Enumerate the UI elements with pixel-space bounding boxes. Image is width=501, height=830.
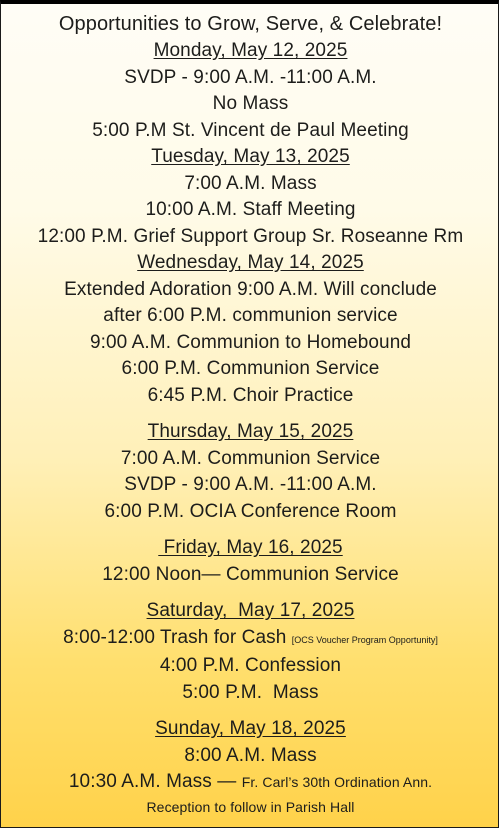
day-heading-friday: Friday, May 16, 2025	[158, 537, 343, 558]
tuesday-item: 10:00 A.M. Staff Meeting	[145, 199, 356, 220]
wednesday-item: 6:00 P.M. Communion Service	[121, 358, 380, 379]
thursday-item: 6:00 P.M. OCIA Conference Room	[104, 500, 397, 522]
sunday-mass-text: 10:30 A.M. Mass —	[68, 771, 242, 792]
reception-note: Reception to follow in Parish Hall	[146, 798, 355, 815]
day-heading-monday: Monday, May 12, 2025	[153, 40, 348, 61]
voucher-note: [OCS Voucher Program Opportunity]	[291, 634, 438, 645]
schedule-content	[1, 10, 500, 818]
day-heading-tuesday: Tuesday, May 13, 2025	[151, 146, 350, 167]
sunday-mass-line	[1, 769, 500, 796]
friday-item: 12:00 Noon— Communion Service	[102, 563, 399, 585]
saturday-item: 4:00 P.M. Confession	[159, 655, 342, 676]
wednesday-item: 6:45 P.M. Choir Practice	[147, 384, 354, 406]
trash-for-cash-text: 8:00-12:00 Trash for Cash	[63, 626, 292, 648]
day-heading-sunday: Sunday, May 18, 2025	[155, 718, 346, 739]
wednesday-item: Extended Adoration 9:00 A.M. Will conclude	[64, 278, 437, 300]
section-spacer	[1, 409, 500, 419]
section-spacer	[1, 706, 500, 716]
tuesday-item: 12:00 P.M. Grief Support Group Sr. Roseanne Rm	[37, 225, 464, 247]
saturday-trash-line	[1, 625, 500, 654]
ordination-note: Fr. Carl’s 30th Ordination Ann.	[241, 774, 433, 790]
monday-item: SVDP - 9:00 A.M. -11:00 A.M.	[124, 66, 377, 88]
monday-item: No Mass	[212, 93, 289, 114]
tuesday-item: 7:00 A.M. Mass	[184, 172, 317, 194]
wednesday-item: after 6:00 P.M. communion service	[103, 305, 398, 326]
section-spacer	[1, 588, 500, 598]
day-heading-wednesday: Wednesday, May 14, 2025	[137, 252, 364, 273]
wednesday-item: 9:00 A.M. Communion to Homebound	[89, 331, 412, 353]
day-heading-saturday: Saturday, May 17, 2025	[146, 600, 355, 621]
page-title: Opportunities to Grow, Serve, & Celebrate!	[58, 13, 443, 35]
monday-item: 5:00 P.M St. Vincent de Paul Meeting	[92, 119, 409, 141]
saturday-item: 5:00 P.M. Mass	[182, 681, 319, 703]
section-spacer	[1, 525, 500, 535]
day-heading-thursday: Thursday, May 15, 2025	[147, 421, 354, 442]
thursday-item: SVDP - 9:00 A.M. -11:00 A.M.	[124, 474, 377, 495]
sunday-item: 8:00 A.M. Mass	[184, 744, 317, 766]
thursday-item: 7:00 A.M. Communion Service	[120, 447, 381, 469]
